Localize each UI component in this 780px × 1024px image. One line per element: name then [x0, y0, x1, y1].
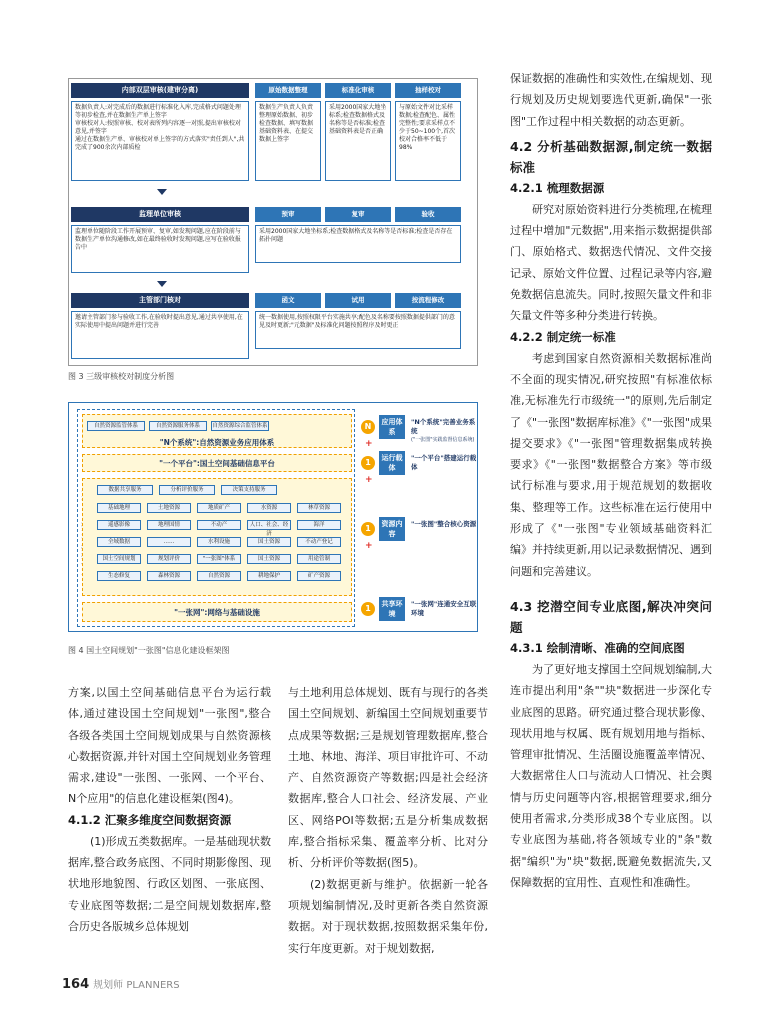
figure-4-cell: 土地资源 [147, 503, 191, 513]
figure-4-layer-number: N [361, 420, 375, 434]
figure-3-stage-label: 抽样校对 [395, 83, 461, 98]
figure-4-cell: 海洋 [297, 520, 341, 530]
figure-3-row-header: 主管部门核对 [71, 293, 249, 308]
figure-4-cell: 分析评价服务 [159, 485, 215, 495]
figure-3-down-arrow [157, 189, 167, 195]
figure-3 [68, 78, 478, 366]
figure-3-stage-description: 数据生产负责人负责整理原始数据、初步检查数据、填写数据基础资料表、在提交数据上签字 [255, 101, 321, 181]
figure-3-stage-label: 原始数据整理 [255, 83, 321, 98]
figure-4-cell: 耕地保护 [247, 571, 291, 581]
section-heading-4-1-2: 4.1.2 汇聚多维度空间数据资源 [68, 812, 232, 827]
column-3-paragraph-4-2-2: 考虑到国家自然资源相关数据标准尚不全面的现实情况,研究按照"有标准依标准,无标准先行市级统一"的原则,先后制定了《"一张图"数据库标准》《"一张图"成果提交要求》《"一张图"管理数据集成转换要求》《"一张图"数据整合方案》等市级试行标准与要求,用于规范规划的数据收集、整理等工作。这些标准在运行使用中形成了《"一张图"专业领域基础资料汇编》并持续更新,用以记录数据情况、遇到问题和完善建议。 [510, 351, 712, 578]
figure-3-row-description: 邀请主管部门参与验收工作,在验收时提出意见,通过共享使用,在实际使用中提出问题并进行完善 [71, 311, 249, 359]
figure-4-band [82, 414, 352, 448]
figure-4-band [82, 478, 352, 596]
figure-3-down-arrow [157, 281, 167, 287]
figure-3-stage-label: 按流程修改 [395, 293, 461, 308]
figure-4-cell: 自然资源服务体系 [149, 421, 207, 431]
figure-4-cell: 用途管制 [297, 554, 341, 564]
figure-4-cell: 数据共享服务 [97, 485, 153, 495]
column-3-paragraph-4-2-1: 研究对原始资料进行分类梳理,在梳理过程中增加"元数据",用来指示数据提供部门、原始格式、数据迭代情况、文件交接记录、原始文件位置、过程记录等内容,避免数据信息流失。同时,按照矢量文件和非矢量文件等多种分类进行转换。 [510, 202, 712, 323]
figure-4-cell: 决策支持服务 [221, 485, 277, 495]
figure-3-stage-label: 预审 [255, 207, 321, 222]
figure-3-stage-label: 复审 [325, 207, 391, 222]
figure-4-cell: 全域数据 [97, 537, 141, 547]
figure-3-row-header: 监理单位审核 [71, 207, 249, 222]
figure-3-row-description: 监理单位随阶段工作开展预审、复审,如发现问题,应在阶段前与数据生产单位沟通修改,如在最终验收时发现问题,应写在验收报告中 [71, 225, 249, 273]
figure-3-stage-label: 标准化审核 [325, 83, 391, 98]
figure-4-layer-subtitle: ("一张图"实践监督信息系统) [411, 437, 475, 443]
figure-4-layer-number: 1 [361, 522, 375, 536]
figure-3-stage-label: 函文 [255, 293, 321, 308]
figure-4-band-title: "N个系统":自然资源业务应用体系 [159, 438, 275, 447]
figure-4-plus-sign: + [365, 541, 373, 551]
figure-4-cell: 矿产资源 [297, 571, 341, 581]
figure-4 [68, 402, 478, 632]
figure-3-stage-description: 采用2000国家大地坐标系;检查数据格式及名称等是否标准;检查基础资料表是否正确 [325, 101, 391, 181]
figure-4-cell: 自然资源综合监管体系 [212, 423, 268, 429]
column-1 [68, 682, 271, 937]
journal-name: 规划师 PLANNERS [93, 980, 180, 991]
section-heading-4-3-1: 4.3.1 绘制清晰、准确的空间底图 [510, 640, 685, 655]
figure-4-caption: 图 4 国土空间规划"一张图"信息化建设框架图 [68, 646, 230, 655]
figure-4-cell: 基础地理 [97, 503, 141, 513]
column-2-paragraph-1: 与土地利用总体规划、既有与现行的各类国土空间规划、新编国土空间规划重要节点成果等数据;三是规划管理数据库,整合土地、林地、海洋、项目审批许可、不动产、自然资源资产等数据;四是社会经济数据库,整合人口社会、经济发展、产业区、网络POI等数据;五是分析集成数据库,整合指标采集、覆盖率分析、比对分析、分析评价等数据(图5)。 [288, 686, 488, 870]
figure-4-layer-tag: 应用体系 [379, 415, 405, 439]
section-heading-4-2: 4.2 分析基础数据源,制定统一数据标准 [510, 138, 712, 175]
figure-3-row-description: 数据负责人:对完成后的数据进行标准化入库,完成格式问题处理等初步检查,并在数据生产单上签字 审核校对人:按照审核、校对表所列内容逐一对照,提出审核校对意见,并签字 通过在数据生产单、审核校对单上签字的方式落实"责任到人",共完成了900余次内部质检 [71, 101, 249, 181]
section-heading-4-2-2: 4.2.2 制定统一标准 [510, 329, 616, 344]
page-footer [62, 976, 180, 992]
figure-4-layer-tag: 共享环境 [379, 597, 405, 621]
figure-4-cell: 国土资源 [247, 537, 291, 547]
figure-4-layer-description: "N个系统"完善业务系统 [411, 418, 476, 435]
figure-4-cell: 生态修复 [97, 571, 141, 581]
figure-3-stage-wide-description: 采用2000国家大地坐标系;检查数据格式及名称等是否标准;检查是否存在拓扑问题 [255, 225, 461, 263]
figure-4-layer-description: "一张网"连通安全互联环境 [411, 600, 477, 617]
figure-4-band [82, 454, 352, 472]
figure-4-left-panel [77, 409, 355, 627]
figure-4-layer-description: "一张图"整合核心资源 [411, 520, 477, 528]
figure-4-layer-number: 1 [361, 456, 375, 470]
figure-4-cell: 地理国情 [147, 520, 191, 530]
figure-3-stage-wide-description: 统一数据使用,按照权限平台实施共享;配色及名称要按照数据提供部门的意见及时更新;"元数据"及标准化问题按照程序及时更正 [255, 311, 461, 349]
figure-3-stage-label: 验收 [395, 207, 461, 222]
figure-3-caption: 图 3 三级审核校对制度分析图 [68, 372, 175, 381]
figure-3-row-header: 内部双层审核(建审分离) [71, 83, 249, 98]
figure-4-cell: 森林资源 [147, 571, 191, 581]
figure-4-cell: 地质矿产 [197, 503, 241, 513]
figure-4-layer-number: 1 [361, 602, 375, 616]
figure-4-cell: 不动产 [197, 520, 241, 530]
figure-4-cell: 人口、社会、经济 [247, 520, 291, 530]
figure-4-cell: 不动产登记 [297, 537, 341, 547]
column-3-paragraph-0: 保证数据的准确性和实效性,在编规划、现行规划及历史规划要选代更新,确保"一张图"工作过程中相关数据的动态更新。 [510, 72, 712, 128]
column-2-paragraph-2: (2)数据更新与维护。依据新一轮各项规划编制情况,及时更新各类自然资源数据。对于现状数据,按照数据采集年份,实行年度更新。对于规划数据, [288, 877, 488, 955]
figure-4-cell: 水利设施 [197, 537, 241, 547]
figure-4-layer-tag: 运行载体 [379, 451, 405, 475]
figure-4-cell: 水资源 [247, 503, 291, 513]
figure-4-cell: 自然资源监管体系 [87, 421, 145, 431]
section-heading-4-2-1: 4.2.1 梳理数据源 [510, 180, 605, 195]
figure-4-cell: 规划评价 [147, 554, 191, 564]
figure-4-band-title: "一个平台":国土空间基础信息平台 [159, 459, 275, 468]
column-3 [510, 68, 712, 893]
figure-4-cell: …… [147, 537, 191, 547]
figure-3-stage-label: 试用 [325, 293, 391, 308]
figure-3-stage-description: 与原始文件对比采样数据;检查配色、属性完整性;要求采样点不少于50~100个,首次校对合格率不低于98% [395, 101, 461, 181]
figure-4-band-title: "一张网":网络与基础设施 [174, 608, 260, 617]
column-3-paragraph-4-3-1: 为了更好地支撑国土空间规划编制,大连市提出利用"条""块"数据进一步深化专业底图的思路。研究通过整合现状影像、现状用地与权属、既有规划用地与指标、管理审批情况、生活圈设施覆盖率情况、大数据常住人口与流动人口情况、社会舆情与历史问题等内容,根据管理要求,细分使用者需求,分类形成38个专业底图。以专业底图为基础,将各领域专业的"条"数据"编织"为"块"数据,既避免数据流失,又保障数据的宜用性、直观性和准确性。 [510, 662, 712, 889]
figure-4-cell: 自然资源 [197, 571, 241, 581]
figure-4-plus-sign: + [365, 439, 373, 449]
figure-4-cell: 国土资源 [247, 554, 291, 564]
column-2 [288, 682, 488, 959]
figure-4-cell: 林草资源 [297, 503, 341, 513]
column-1-paragraph-2: (1)形成五类数据库。一是基础现状数据库,整合政务底图、不同时期影像图、现状地形地貌图、行政区划图、一张底图、专业底图等数据;二是空间规划数据库,整合历史各版城乡总体规划 [68, 834, 271, 933]
figure-4-cell: 国土空间规划 [97, 554, 141, 564]
figure-4-plus-sign: + [365, 475, 373, 485]
column-1-paragraph-1: 方案,以国土空间基础信息平台为运行载体,通过建设国土空间规划"一张图",整合各级各类国土空间规划成果与自然资源核心数据资源,并针对国土空间规划业务管理需求,建设"一张图、一张网、一个平台、N个应用"的信息化建设框架(图4)。 [68, 686, 271, 806]
figure-4-layer-description: "一个平台"搭建运行载体 [411, 454, 477, 471]
figure-4-band [82, 602, 352, 622]
figure-4-cell: "一张图"体系 [197, 554, 241, 564]
page-number: 164 [62, 977, 90, 992]
section-heading-4-3: 4.3 挖潜空间专业底图,解决冲突问题 [510, 598, 712, 635]
figure-4-layer-tag: 资源内容 [379, 517, 405, 541]
figure-4-cell: 遥感影像 [97, 520, 141, 530]
